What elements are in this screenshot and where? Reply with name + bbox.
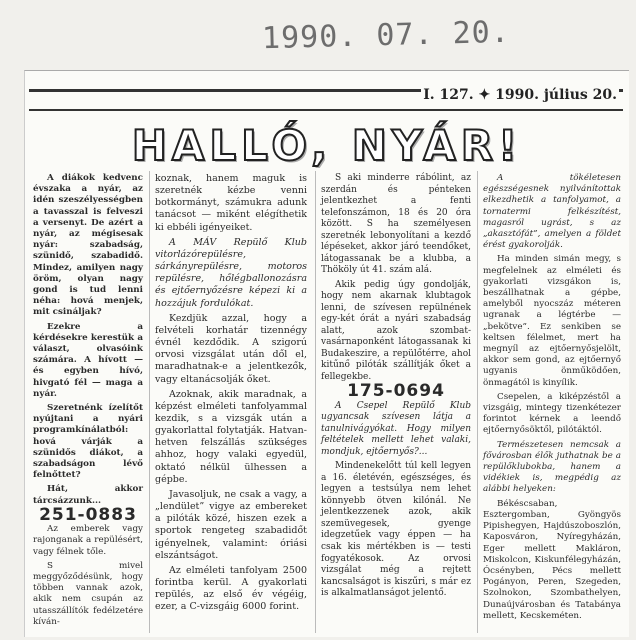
paragraph: koznak, hanem maguk is szeretnék kézbe venni botkormányt, számukra adunk tanácsot — miként elégíthetik ki ebbéli igényeiket.: [155, 173, 307, 233]
paragraph: Hát, akkor tárcsázzunk...: [33, 484, 143, 506]
intro-paragraph: A diákok kedvenc évszaka a nyár, az idén szeszélyességben a tavasszal is felveszi a versenyt. De azért a nyár, az mégisesak nyár: szabadság, szünidő, szabadidő. Mindez, amilyen nagy öröm, olyan nagy gond is tud lenni néha: hová menjek, mit csináljak?: [33, 173, 143, 318]
issue-line: I. 127. ✦ 1990. július 20.: [423, 87, 617, 103]
column-divider: [149, 171, 150, 633]
paragraph: S aki minderre rábólint, az szerdán és pénteken jelentkezhet a fenti telefonszámon, 18 és 20 óra között. S ha személyesen szeretnék lebonyolítani a kezdő lépéseket, akkor járó teendőket, látogassanak be a klubba, a Thököly út 41. szám alá.: [321, 173, 471, 276]
paragraph: Szeretnénk ízelítőt nyújtani a nyári programkínálatból: hová várják a szünidős diákot, a szabadságon lévő felnőttet?: [33, 403, 143, 481]
column-3: [321, 173, 471, 603]
column-2: [155, 173, 307, 616]
paragraph: Mindenekelőtt túl kell legyen a 16. életévén, egészséges, és legyen a testsúlya nem lehet könnyebb ötven kilónál. Ne jelentkezzenek azok, akik szemüvegesek, gyenge idegzetűek vagy éppen — ha csak kis mértékben is — testi fogyatékosok. Az orvosi vizsgálat még a rejtett kancsalságot is kiszűri, s már ez is alkalmatlanságot jelentő.: [321, 461, 471, 599]
paragraph: Az emberek vagy rajonganak a repülésért, vagy félnek tőle.: [33, 524, 143, 557]
phone-number-1: 251-0883: [39, 504, 137, 525]
column-4: [483, 173, 621, 625]
paragraph: Csepelen, a kiképzéstől a vizsgáig, mintegy tizenkétezer forintot kérnek a leendő ejtőernyősöktől, pilótáktól.: [483, 391, 621, 436]
column-divider: [315, 171, 316, 633]
paragraph: Ezekre a kérdésekre kerestük a választ, olvasóink számára. A hívott — és egyben hívó, hivgató fél — maga a nyár.: [33, 321, 143, 399]
column-divider: [477, 171, 478, 633]
paragraph: Kezdjük azzal, hogy a felvételi korhatár tizennégy évnél kezdődik. A szigorú orvosi vizsgálat után dől el, maradhatnak-e a jelentkezők, vagy eltanácsolják őket.: [155, 312, 307, 385]
column-1: [33, 173, 143, 631]
paragraph: Természetesen nemcsak a fővárosban élők juthatnak be a repülőklubokba, hanem a vidékiek is, megpédig az alábbi helyeken:: [483, 439, 621, 495]
second-rule: [29, 109, 623, 111]
paragraph: S mivel meggyőződésünk, hogy többen vannak azok, akik nem csupán az utasszállítók fedélzetére kíván-: [33, 560, 143, 627]
headline: HALLÓ, NYÁR!: [131, 121, 523, 170]
handwritten-date: 1990. 07. 20.: [261, 14, 511, 57]
paragraph: A MÁV Repülő Klub vitorlázórepülésre, sárkányrepülésre, motoros repülésre, hőlégballonozásra és ejtőernyőzésre képezi ki a hozzájuk fordulókat.: [155, 236, 307, 309]
phone-number-2: 175-0694: [347, 381, 445, 402]
newspaper-clipping: [24, 70, 629, 637]
paragraph: Ha minden simán megy, s megfelelnek az elméleti és gyakorlati vizsgákon is, beszállhatnak a gépbe, amelyből nyocszáz méteren ugranak a légtérbe — „bekötve”. Ez senkiben se keltsen félelmet, mert ha megnyíl az ejtőernyősjelölt, akkor sem gond, az ejtőernyő ugyanis önműködően, önmagától is kinyílik.: [483, 254, 621, 388]
paragraph: Az elméleti tanfolyam 2500 forintba kerül. A gyakorlati repülés, az első év végéig, ezer, a C-vizsgáig 6000 forint.: [155, 564, 307, 613]
paragraph: A Csepel Repülő Klub ugyancsak szívesen látja a tanulnivágyókat. Hogy milyen feltételek mellett lehet valaki, mondjuk, ejtőernyős?...: [321, 400, 471, 457]
paragraph: Békéscsaban, Esztergomban, Gyöngyös Pipishegyen, Hajdúszoboszlón, Kaposváron, Nyíregyházán, Eger mellett Makláron, Miskolcon, Kiskunfélegyházán, Ócsényben, Pécs mellett Pogányon, Peren, Szegeden, Szolnokon, Szombathelyen, Dunaújvárosban és Tatabánya mellett, Kecskeméten.: [483, 498, 621, 621]
paragraph: Azoknak, akik maradnak, a képzést elméleti tanfolyammal kezdik, s a vizsgák után a gyakorlattal folytatják. Hatvan-hetven felszállás szükséges ahhoz, hogy valaki egyedül, oktató nélkül ülhessen a gépbe.: [155, 388, 307, 485]
paragraph: A tökéletesen egészségesnek nyilvánítottak elkezdhetik a tanfolyamot, a tornatermi felkészítést, magasról ugrást, s az „akasztófát”, amelyen a földet érést gyakorolják.: [483, 173, 621, 251]
paragraph: Akik pedig úgy gondolják, hogy nem akarnak klubtagok lenni, de szívesen repülnének egy-két órát a nyári szabadság alatt, azok szombat-vasárnaponként látogassanak ki Budakeszire, a repülőtérre, ahol kitűnő pilóták szállítják őket a fellegekbe.: [321, 279, 471, 382]
paragraph: Javasoljuk, ne csak a vagy, a „lendület” vigye az embereket a pilóták közé, hiszen ezek a sportok rengeteg szabadidőt igényelnek, valamint: óriási elszántságot.: [155, 488, 307, 561]
